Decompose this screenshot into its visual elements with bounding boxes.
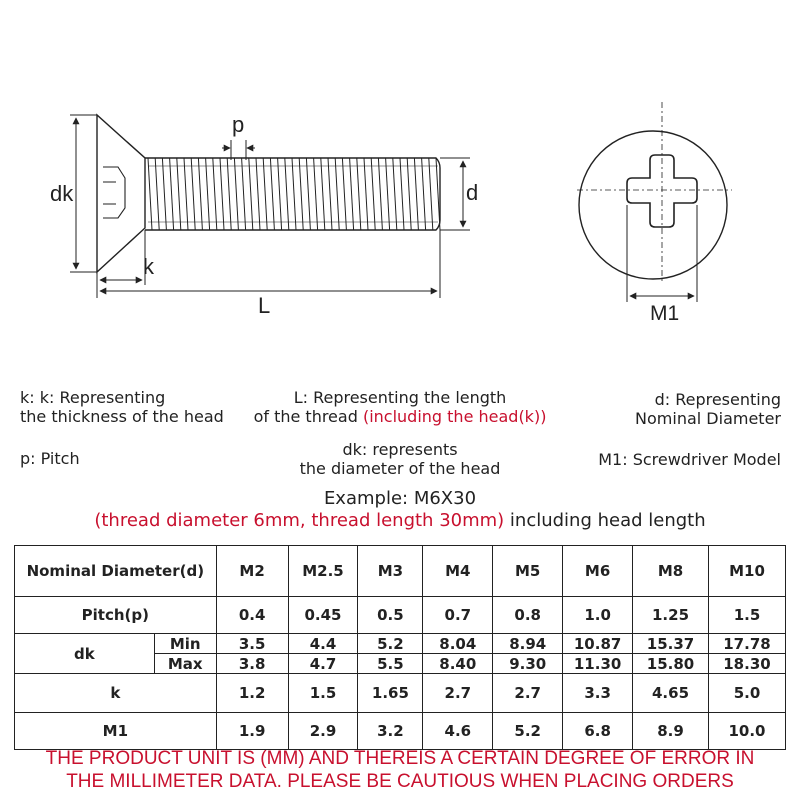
dk-max-cell: 5.5 — [358, 654, 423, 674]
thread-line — [234, 158, 238, 230]
header-label-cell: Nominal Diameter(d) — [15, 546, 217, 597]
thread-line — [162, 158, 166, 230]
p-dimension — [222, 140, 255, 160]
max-label-cell: Max — [154, 654, 216, 674]
pitch-cell: 1.0 — [563, 597, 633, 634]
k-cell: 3.3 — [563, 674, 633, 713]
thread-line — [407, 158, 411, 230]
k-cell: 4.65 — [633, 674, 709, 713]
screw-diagram — [0, 0, 800, 345]
table-row-k — [15, 674, 786, 713]
size-cell: M3 — [358, 546, 423, 597]
pitch-cell: 0.4 — [216, 597, 288, 634]
size-cell: M2 — [216, 546, 288, 597]
dk-max-cell: 15.80 — [633, 654, 709, 674]
thread-line — [263, 158, 267, 230]
legend-L-line2 — [240, 407, 560, 426]
example-block — [0, 488, 800, 532]
example-line1: Example: M6X30 — [323, 488, 477, 509]
p-label: p — [232, 112, 245, 137]
thread-line — [364, 158, 368, 230]
k-cell: 1.65 — [358, 674, 423, 713]
dk-max-cell: 18.30 — [708, 654, 785, 674]
m1-cell: 3.2 — [358, 713, 423, 750]
k-cell: 1.2 — [216, 674, 288, 713]
thread-line — [422, 158, 426, 230]
thread-line — [321, 158, 325, 230]
m1-cell: 4.6 — [423, 713, 493, 750]
size-cell: M4 — [423, 546, 493, 597]
example-line2-red: (thread diameter 6mm, thread length 30mm) — [94, 510, 505, 531]
thread-line — [249, 158, 253, 230]
k-cell: 2.7 — [493, 674, 563, 713]
thread-line — [429, 158, 433, 230]
m1-cell: 10.0 — [708, 713, 785, 750]
thread-lines — [148, 158, 440, 230]
thread-line — [335, 158, 339, 230]
thread-line — [414, 158, 418, 230]
legend-dk-line2: the diameter of the head — [299, 459, 501, 478]
pitch-cell: 0.8 — [493, 597, 563, 634]
table-row-m1 — [15, 713, 786, 750]
L-label: L — [258, 293, 271, 318]
thread-line — [177, 158, 181, 230]
legend-k — [20, 388, 224, 426]
example-line2 — [0, 510, 800, 532]
legend-d — [560, 390, 781, 428]
legend-dk-line1: dk: represents — [342, 440, 458, 459]
thread-line — [350, 158, 354, 230]
size-cell: M8 — [633, 546, 709, 597]
thread-line — [342, 158, 346, 230]
thread-line — [155, 158, 159, 230]
k-cell: 1.5 — [288, 674, 358, 713]
dk-label: dk — [50, 181, 74, 206]
legend-m1 — [560, 450, 781, 469]
d-label: d — [466, 180, 479, 205]
dk-min-cell: 17.78 — [708, 634, 785, 654]
legend-m1-text: M1: Screwdriver Model — [598, 450, 781, 469]
thread-line — [242, 158, 246, 230]
pitch-cell: 1.25 — [633, 597, 709, 634]
thread-line — [213, 158, 217, 230]
m1-cell: 1.9 — [216, 713, 288, 750]
thread-line — [206, 158, 210, 230]
thread-line — [227, 158, 231, 230]
legend-L-line2-red: (including the head(k)) — [362, 407, 547, 426]
spec-table — [14, 545, 786, 750]
legend-dk — [260, 440, 540, 478]
legend-k-line1: k: k: Representing — [20, 388, 166, 407]
thread-line — [328, 158, 332, 230]
dk-max-cell: 4.7 — [288, 654, 358, 674]
size-cell: M2.5 — [288, 546, 358, 597]
dk-label-cell: dk — [15, 634, 155, 674]
legend-L-line1: L: Representing the length — [293, 388, 507, 407]
thread-line — [306, 158, 310, 230]
table-row-dk-min — [15, 634, 786, 654]
pitch-label-cell: Pitch(p) — [15, 597, 217, 634]
dk-max-cell: 11.30 — [563, 654, 633, 674]
table-row-header — [15, 546, 786, 597]
legend-p — [20, 449, 80, 468]
m1-cell: 8.9 — [633, 713, 709, 750]
size-cell: M10 — [708, 546, 785, 597]
legend-L-line2-prefix: of the thread — [253, 407, 363, 426]
thread-line — [198, 158, 202, 230]
thread-line — [299, 158, 303, 230]
m1-label: M1 — [650, 302, 680, 325]
pitch-cell: 0.7 — [423, 597, 493, 634]
thread-line — [191, 158, 195, 230]
dk-max-cell: 9.30 — [493, 654, 563, 674]
min-label-cell: Min — [154, 634, 216, 654]
thread-line — [314, 158, 318, 230]
thread-line — [256, 158, 260, 230]
thread-line — [386, 158, 390, 230]
thread-line — [357, 158, 361, 230]
pitch-cell: 0.5 — [358, 597, 423, 634]
m1-label-cell: M1 — [15, 713, 217, 750]
dk-min-cell: 4.4 — [288, 634, 358, 654]
m1-cell: 2.9 — [288, 713, 358, 750]
dk-min-cell: 8.94 — [493, 634, 563, 654]
dk-min-cell: 8.04 — [423, 634, 493, 654]
thread-line — [278, 158, 282, 230]
dk-min-cell: 5.2 — [358, 634, 423, 654]
legend-L — [240, 388, 560, 426]
dk-min-cell: 3.5 — [216, 634, 288, 654]
thread-line — [393, 158, 397, 230]
legend-d-line1: d: Representing — [654, 390, 781, 409]
size-cell: M6 — [563, 546, 633, 597]
thread-line — [270, 158, 274, 230]
m1-cell: 6.8 — [563, 713, 633, 750]
thread-line — [371, 158, 375, 230]
k-cell: 5.0 — [708, 674, 785, 713]
thread-line — [378, 158, 382, 230]
thread-line — [400, 158, 404, 230]
dk-max-cell: 8.40 — [423, 654, 493, 674]
screw-side-view — [97, 115, 440, 272]
legend-d-line2: Nominal Diameter — [635, 409, 781, 428]
dk-min-cell: 15.37 — [633, 634, 709, 654]
dk-max-cell: 3.8 — [216, 654, 288, 674]
pitch-cell: 0.45 — [288, 597, 358, 634]
legend-p-text: p: Pitch — [20, 449, 80, 468]
m1-cell: 5.2 — [493, 713, 563, 750]
size-cell: M5 — [493, 546, 563, 597]
legend-k-line2: the thickness of the head — [20, 407, 224, 426]
k-label-cell: k — [15, 674, 217, 713]
thread-line — [184, 158, 188, 230]
thread-line — [285, 158, 289, 230]
pitch-cell: 1.5 — [708, 597, 785, 634]
thread-line — [170, 158, 174, 230]
k-label: k — [143, 254, 154, 279]
warning-line1: THE PRODUCT UNIT IS (MM) AND THEREIS A CERTAIN DEGREE OF ERROR IN — [45, 748, 755, 769]
screw-head-top-view — [577, 102, 732, 282]
warning-line2: THE MILLIMETER DATA. PLEASE BE CAUTIOUS WHEN PLACING ORDERS — [66, 771, 734, 792]
dk-min-cell: 10.87 — [563, 634, 633, 654]
table-row-pitch — [15, 597, 786, 634]
thread-line — [220, 158, 224, 230]
example-line2-rest: including head length — [504, 510, 706, 531]
dk-dimension — [70, 115, 97, 272]
k-cell: 2.7 — [423, 674, 493, 713]
thread-line — [148, 158, 152, 230]
thread-line — [292, 158, 296, 230]
